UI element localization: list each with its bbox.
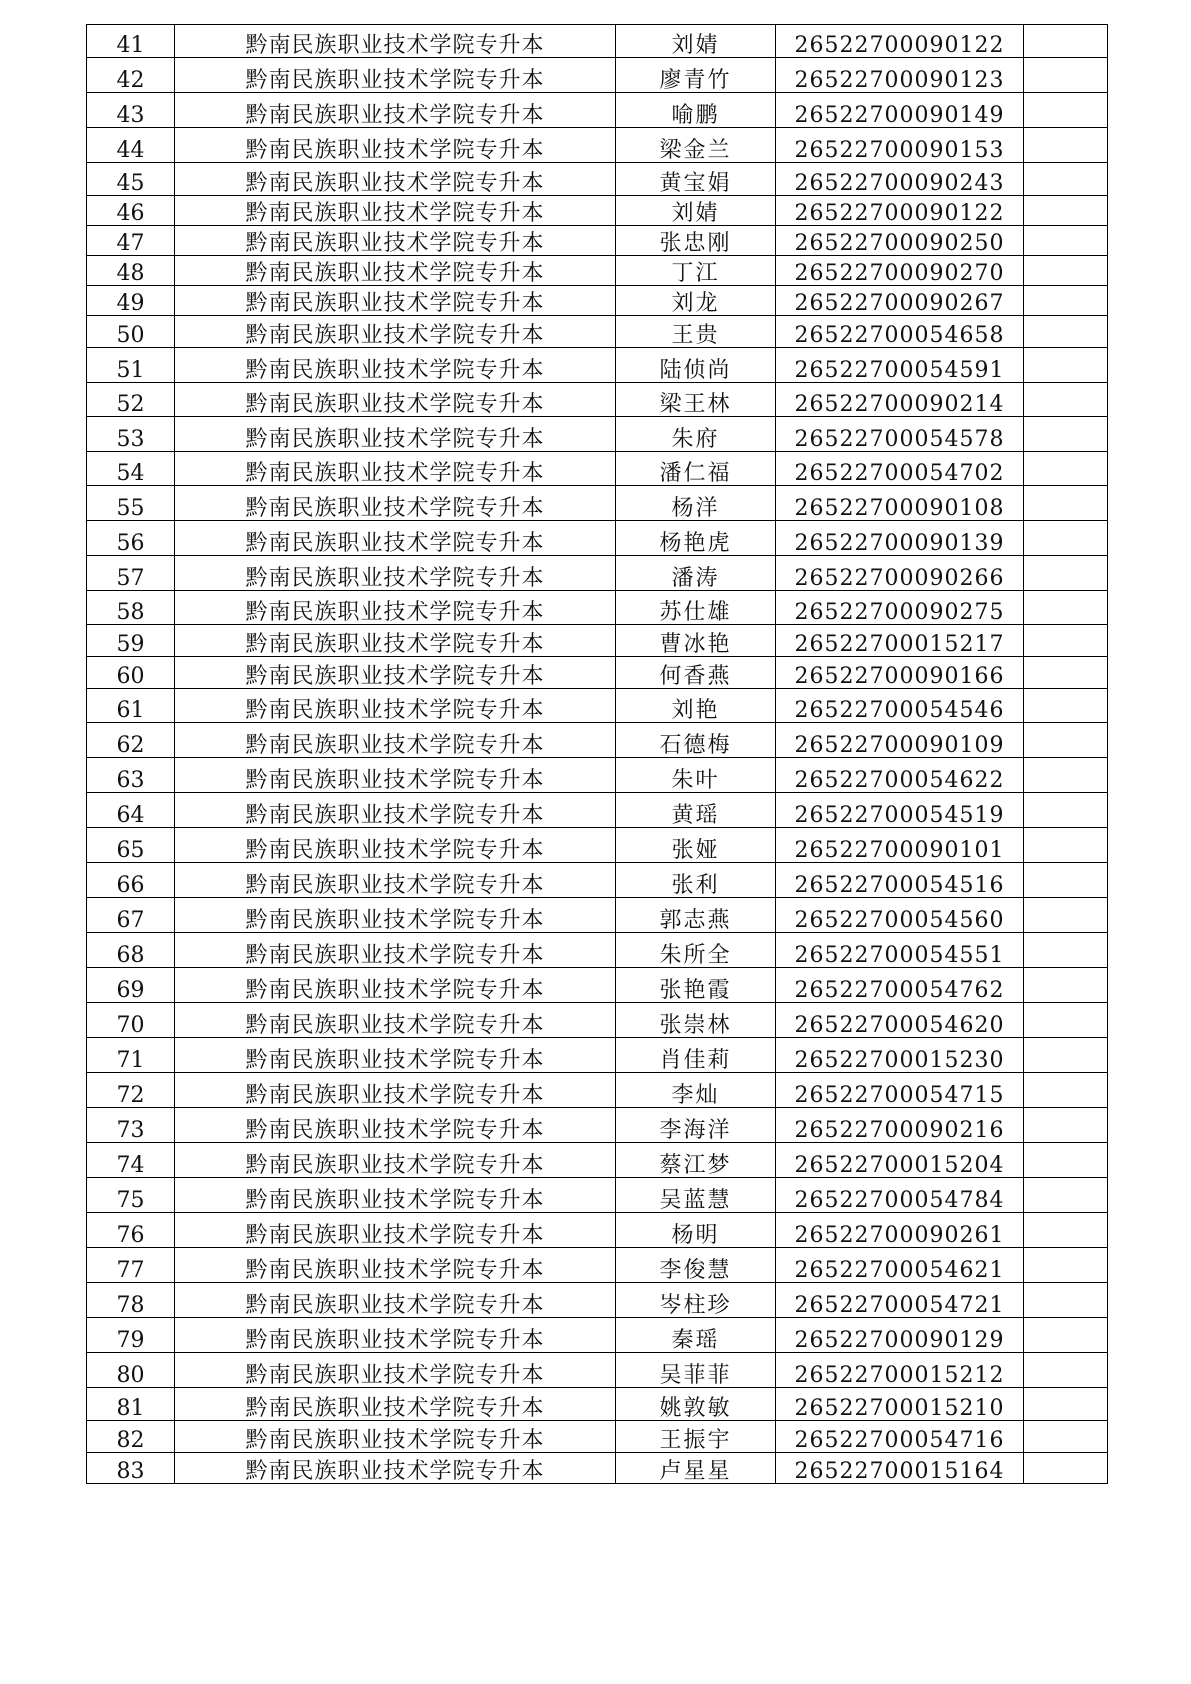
student-name: 何香燕 — [616, 657, 776, 689]
table-row — [87, 452, 1108, 486]
roster-body — [87, 25, 1108, 1484]
school-name: 黔南民族职业技术学院专升本 — [175, 256, 616, 286]
student-name: 吴菲菲 — [616, 1353, 776, 1388]
table-row — [87, 58, 1108, 93]
table-row — [87, 625, 1108, 657]
row-number: 66 — [87, 863, 175, 898]
school-name: 黔南民族职业技术学院专升本 — [175, 286, 616, 316]
remark-cell — [1024, 863, 1108, 898]
remark-cell — [1024, 828, 1108, 863]
remark-cell — [1024, 128, 1108, 163]
school-name: 黔南民族职业技术学院专升本 — [175, 591, 616, 625]
school-name: 黔南民族职业技术学院专升本 — [175, 163, 616, 196]
school-name: 黔南民族职业技术学院专升本 — [175, 128, 616, 163]
student-name: 朱所全 — [616, 933, 776, 968]
student-name: 刘婧 — [616, 196, 776, 226]
row-number: 42 — [87, 58, 175, 93]
roster-table — [86, 24, 1108, 1484]
school-name: 黔南民族职业技术学院专升本 — [175, 828, 616, 863]
exam-id: 26522700090275 — [776, 591, 1024, 625]
remark-cell — [1024, 1003, 1108, 1038]
row-number: 76 — [87, 1213, 175, 1248]
student-name: 蔡江梦 — [616, 1143, 776, 1178]
student-name: 张艳霞 — [616, 968, 776, 1003]
school-name: 黔南民族职业技术学院专升本 — [175, 25, 616, 58]
student-name: 梁王林 — [616, 383, 776, 417]
student-name: 王振宇 — [616, 1421, 776, 1453]
remark-cell — [1024, 58, 1108, 93]
row-number: 65 — [87, 828, 175, 863]
school-name: 黔南民族职业技术学院专升本 — [175, 316, 616, 348]
exam-id: 26522700090266 — [776, 556, 1024, 591]
school-name: 黔南民族职业技术学院专升本 — [175, 863, 616, 898]
student-name: 刘艳 — [616, 689, 776, 723]
school-name: 黔南民族职业技术学院专升本 — [175, 689, 616, 723]
school-name: 黔南民族职业技术学院专升本 — [175, 1108, 616, 1143]
exam-id: 26522700090216 — [776, 1108, 1024, 1143]
exam-id: 26522700054784 — [776, 1178, 1024, 1213]
exam-id: 26522700054519 — [776, 793, 1024, 828]
remark-cell — [1024, 1143, 1108, 1178]
row-number: 53 — [87, 417, 175, 452]
row-number: 68 — [87, 933, 175, 968]
remark-cell — [1024, 521, 1108, 556]
row-number: 59 — [87, 625, 175, 657]
remark-cell — [1024, 196, 1108, 226]
table-row — [87, 1143, 1108, 1178]
exam-id: 26522700090149 — [776, 93, 1024, 128]
row-number: 51 — [87, 348, 175, 383]
student-name: 王贵 — [616, 316, 776, 348]
remark-cell — [1024, 591, 1108, 625]
table-row — [87, 933, 1108, 968]
student-name: 杨明 — [616, 1213, 776, 1248]
school-name: 黔南民族职业技术学院专升本 — [175, 1421, 616, 1453]
table-row — [87, 256, 1108, 286]
student-name: 杨洋 — [616, 486, 776, 521]
row-number: 79 — [87, 1318, 175, 1353]
exam-id: 26522700015210 — [776, 1388, 1024, 1421]
exam-id: 26522700090166 — [776, 657, 1024, 689]
table-row — [87, 93, 1108, 128]
remark-cell — [1024, 452, 1108, 486]
row-number: 63 — [87, 758, 175, 793]
exam-id: 26522700090270 — [776, 256, 1024, 286]
exam-id: 26522700054546 — [776, 689, 1024, 723]
exam-id: 26522700054762 — [776, 968, 1024, 1003]
table-row — [87, 1318, 1108, 1353]
row-number: 72 — [87, 1073, 175, 1108]
row-number: 50 — [87, 316, 175, 348]
school-name: 黔南民族职业技术学院专升本 — [175, 933, 616, 968]
row-number: 55 — [87, 486, 175, 521]
row-number: 71 — [87, 1038, 175, 1073]
remark-cell — [1024, 625, 1108, 657]
school-name: 黔南民族职业技术学院专升本 — [175, 452, 616, 486]
student-name: 黄瑶 — [616, 793, 776, 828]
row-number: 47 — [87, 226, 175, 256]
exam-id: 26522700054578 — [776, 417, 1024, 452]
row-number: 60 — [87, 657, 175, 689]
remark-cell — [1024, 1073, 1108, 1108]
row-number: 43 — [87, 93, 175, 128]
remark-cell — [1024, 93, 1108, 128]
exam-id: 26522700090214 — [776, 383, 1024, 417]
table-row — [87, 286, 1108, 316]
table-row — [87, 1108, 1108, 1143]
remark-cell — [1024, 383, 1108, 417]
school-name: 黔南民族职业技术学院专升本 — [175, 486, 616, 521]
table-row — [87, 657, 1108, 689]
row-number: 83 — [87, 1453, 175, 1484]
remark-cell — [1024, 1178, 1108, 1213]
remark-cell — [1024, 689, 1108, 723]
exam-id: 26522700015212 — [776, 1353, 1024, 1388]
student-name: 喻鹏 — [616, 93, 776, 128]
student-name: 刘婧 — [616, 25, 776, 58]
student-name: 潘涛 — [616, 556, 776, 591]
row-number: 75 — [87, 1178, 175, 1213]
table-row — [87, 1353, 1108, 1388]
school-name: 黔南民族职业技术学院专升本 — [175, 1143, 616, 1178]
exam-id: 26522700054622 — [776, 758, 1024, 793]
remark-cell — [1024, 968, 1108, 1003]
exam-id: 26522700090109 — [776, 723, 1024, 758]
school-name: 黔南民族职业技术学院专升本 — [175, 521, 616, 556]
student-name: 朱府 — [616, 417, 776, 452]
remark-cell — [1024, 286, 1108, 316]
student-name: 刘龙 — [616, 286, 776, 316]
student-name: 卢星星 — [616, 1453, 776, 1484]
student-name: 张崇林 — [616, 1003, 776, 1038]
school-name: 黔南民族职业技术学院专升本 — [175, 226, 616, 256]
school-name: 黔南民族职业技术学院专升本 — [175, 758, 616, 793]
student-name: 岑柱珍 — [616, 1283, 776, 1318]
student-name: 陆侦尚 — [616, 348, 776, 383]
student-name: 苏仕雄 — [616, 591, 776, 625]
row-number: 48 — [87, 256, 175, 286]
exam-id: 26522700054560 — [776, 898, 1024, 933]
exam-id: 26522700090108 — [776, 486, 1024, 521]
school-name: 黔南民族职业技术学院专升本 — [175, 968, 616, 1003]
row-number: 45 — [87, 163, 175, 196]
row-number: 46 — [87, 196, 175, 226]
row-number: 44 — [87, 128, 175, 163]
school-name: 黔南民族职业技术学院专升本 — [175, 58, 616, 93]
row-number: 58 — [87, 591, 175, 625]
school-name: 黔南民族职业技术学院专升本 — [175, 348, 616, 383]
remark-cell — [1024, 25, 1108, 58]
school-name: 黔南民族职业技术学院专升本 — [175, 1248, 616, 1283]
table-row — [87, 591, 1108, 625]
school-name: 黔南民族职业技术学院专升本 — [175, 417, 616, 452]
school-name: 黔南民族职业技术学院专升本 — [175, 93, 616, 128]
remark-cell — [1024, 417, 1108, 452]
table-row — [87, 1453, 1108, 1484]
exam-id: 26522700015164 — [776, 1453, 1024, 1484]
student-name: 曹冰艳 — [616, 625, 776, 657]
school-name: 黔南民族职业技术学院专升本 — [175, 657, 616, 689]
exam-id: 26522700054658 — [776, 316, 1024, 348]
table-row — [87, 196, 1108, 226]
table-row — [87, 1038, 1108, 1073]
row-number: 73 — [87, 1108, 175, 1143]
student-name: 吴蓝慧 — [616, 1178, 776, 1213]
student-name: 张利 — [616, 863, 776, 898]
row-number: 56 — [87, 521, 175, 556]
student-name: 李海洋 — [616, 1108, 776, 1143]
exam-id: 26522700054715 — [776, 1073, 1024, 1108]
remark-cell — [1024, 256, 1108, 286]
school-name: 黔南民族职业技术学院专升本 — [175, 793, 616, 828]
table-row — [87, 723, 1108, 758]
table-row — [87, 348, 1108, 383]
row-number: 54 — [87, 452, 175, 486]
exam-id: 26522700090129 — [776, 1318, 1024, 1353]
student-name: 丁江 — [616, 256, 776, 286]
student-name: 潘仁福 — [616, 452, 776, 486]
remark-cell — [1024, 1108, 1108, 1143]
student-name: 李灿 — [616, 1073, 776, 1108]
student-name: 肖佳莉 — [616, 1038, 776, 1073]
school-name: 黔南民族职业技术学院专升本 — [175, 196, 616, 226]
school-name: 黔南民族职业技术学院专升本 — [175, 625, 616, 657]
remark-cell — [1024, 486, 1108, 521]
row-number: 77 — [87, 1248, 175, 1283]
table-row — [87, 1248, 1108, 1283]
student-name: 廖青竹 — [616, 58, 776, 93]
exam-id: 26522700054702 — [776, 452, 1024, 486]
row-number: 57 — [87, 556, 175, 591]
school-name: 黔南民族职业技术学院专升本 — [175, 1038, 616, 1073]
table-row — [87, 1388, 1108, 1421]
exam-id: 26522700015217 — [776, 625, 1024, 657]
student-name: 梁金兰 — [616, 128, 776, 163]
school-name: 黔南民族职业技术学院专升本 — [175, 1003, 616, 1038]
table-row — [87, 863, 1108, 898]
exam-id: 26522700054716 — [776, 1421, 1024, 1453]
table-row — [87, 1421, 1108, 1453]
school-name: 黔南民族职业技术学院专升本 — [175, 383, 616, 417]
school-name: 黔南民族职业技术学院专升本 — [175, 1073, 616, 1108]
student-name: 张娅 — [616, 828, 776, 863]
row-number: 62 — [87, 723, 175, 758]
row-number: 78 — [87, 1283, 175, 1318]
remark-cell — [1024, 1283, 1108, 1318]
row-number: 81 — [87, 1388, 175, 1421]
remark-cell — [1024, 1353, 1108, 1388]
table-row — [87, 521, 1108, 556]
remark-cell — [1024, 163, 1108, 196]
remark-cell — [1024, 1213, 1108, 1248]
remark-cell — [1024, 898, 1108, 933]
school-name: 黔南民族职业技术学院专升本 — [175, 1178, 616, 1213]
table-row — [87, 163, 1108, 196]
row-number: 49 — [87, 286, 175, 316]
student-name: 朱叶 — [616, 758, 776, 793]
row-number: 74 — [87, 1143, 175, 1178]
remark-cell — [1024, 226, 1108, 256]
row-number: 70 — [87, 1003, 175, 1038]
student-name: 张忠刚 — [616, 226, 776, 256]
school-name: 黔南民族职业技术学院专升本 — [175, 1213, 616, 1248]
table-row — [87, 556, 1108, 591]
table-row — [87, 1213, 1108, 1248]
remark-cell — [1024, 316, 1108, 348]
exam-id: 26522700054591 — [776, 348, 1024, 383]
remark-cell — [1024, 556, 1108, 591]
table-row — [87, 968, 1108, 1003]
table-row — [87, 793, 1108, 828]
remark-cell — [1024, 1421, 1108, 1453]
table-row — [87, 383, 1108, 417]
table-row — [87, 25, 1108, 58]
exam-id: 26522700054621 — [776, 1248, 1024, 1283]
exam-id: 26522700090261 — [776, 1213, 1024, 1248]
exam-id: 26522700054620 — [776, 1003, 1024, 1038]
student-name: 姚敦敏 — [616, 1388, 776, 1421]
exam-id: 26522700090243 — [776, 163, 1024, 196]
exam-id: 26522700090101 — [776, 828, 1024, 863]
remark-cell — [1024, 1388, 1108, 1421]
exam-id: 26522700090250 — [776, 226, 1024, 256]
row-number: 41 — [87, 25, 175, 58]
table-row — [87, 128, 1108, 163]
student-name: 郭志燕 — [616, 898, 776, 933]
table-row — [87, 417, 1108, 452]
exam-id: 26522700090139 — [776, 521, 1024, 556]
school-name: 黔南民族职业技术学院专升本 — [175, 723, 616, 758]
student-name: 黄宝娟 — [616, 163, 776, 196]
table-row — [87, 689, 1108, 723]
row-number: 80 — [87, 1353, 175, 1388]
exam-id: 26522700015230 — [776, 1038, 1024, 1073]
table-row — [87, 1003, 1108, 1038]
table-row — [87, 758, 1108, 793]
row-number: 64 — [87, 793, 175, 828]
remark-cell — [1024, 793, 1108, 828]
student-name: 杨艳虎 — [616, 521, 776, 556]
remark-cell — [1024, 1248, 1108, 1283]
remark-cell — [1024, 348, 1108, 383]
row-number: 67 — [87, 898, 175, 933]
table-row — [87, 486, 1108, 521]
school-name: 黔南民族职业技术学院专升本 — [175, 1283, 616, 1318]
exam-id: 26522700090267 — [776, 286, 1024, 316]
exam-id: 26522700054516 — [776, 863, 1024, 898]
remark-cell — [1024, 657, 1108, 689]
remark-cell — [1024, 1318, 1108, 1353]
remark-cell — [1024, 933, 1108, 968]
exam-id: 26522700015204 — [776, 1143, 1024, 1178]
student-name: 秦瑶 — [616, 1318, 776, 1353]
table-row — [87, 898, 1108, 933]
school-name: 黔南民族职业技术学院专升本 — [175, 898, 616, 933]
exam-id: 26522700090122 — [776, 196, 1024, 226]
row-number: 69 — [87, 968, 175, 1003]
exam-id: 26522700090123 — [776, 58, 1024, 93]
exam-id: 26522700054721 — [776, 1283, 1024, 1318]
table-row — [87, 1283, 1108, 1318]
table-row — [87, 1178, 1108, 1213]
school-name: 黔南民族职业技术学院专升本 — [175, 556, 616, 591]
table-row — [87, 226, 1108, 256]
exam-id: 26522700090122 — [776, 25, 1024, 58]
school-name: 黔南民族职业技术学院专升本 — [175, 1453, 616, 1484]
row-number: 82 — [87, 1421, 175, 1453]
school-name: 黔南民族职业技术学院专升本 — [175, 1353, 616, 1388]
school-name: 黔南民族职业技术学院专升本 — [175, 1388, 616, 1421]
remark-cell — [1024, 1038, 1108, 1073]
row-number: 61 — [87, 689, 175, 723]
student-name: 石德梅 — [616, 723, 776, 758]
table-row — [87, 1073, 1108, 1108]
remark-cell — [1024, 1453, 1108, 1484]
exam-id: 26522700054551 — [776, 933, 1024, 968]
school-name: 黔南民族职业技术学院专升本 — [175, 1318, 616, 1353]
student-name: 李俊慧 — [616, 1248, 776, 1283]
remark-cell — [1024, 758, 1108, 793]
exam-id: 26522700090153 — [776, 128, 1024, 163]
remark-cell — [1024, 723, 1108, 758]
table-row — [87, 828, 1108, 863]
row-number: 52 — [87, 383, 175, 417]
table-row — [87, 316, 1108, 348]
